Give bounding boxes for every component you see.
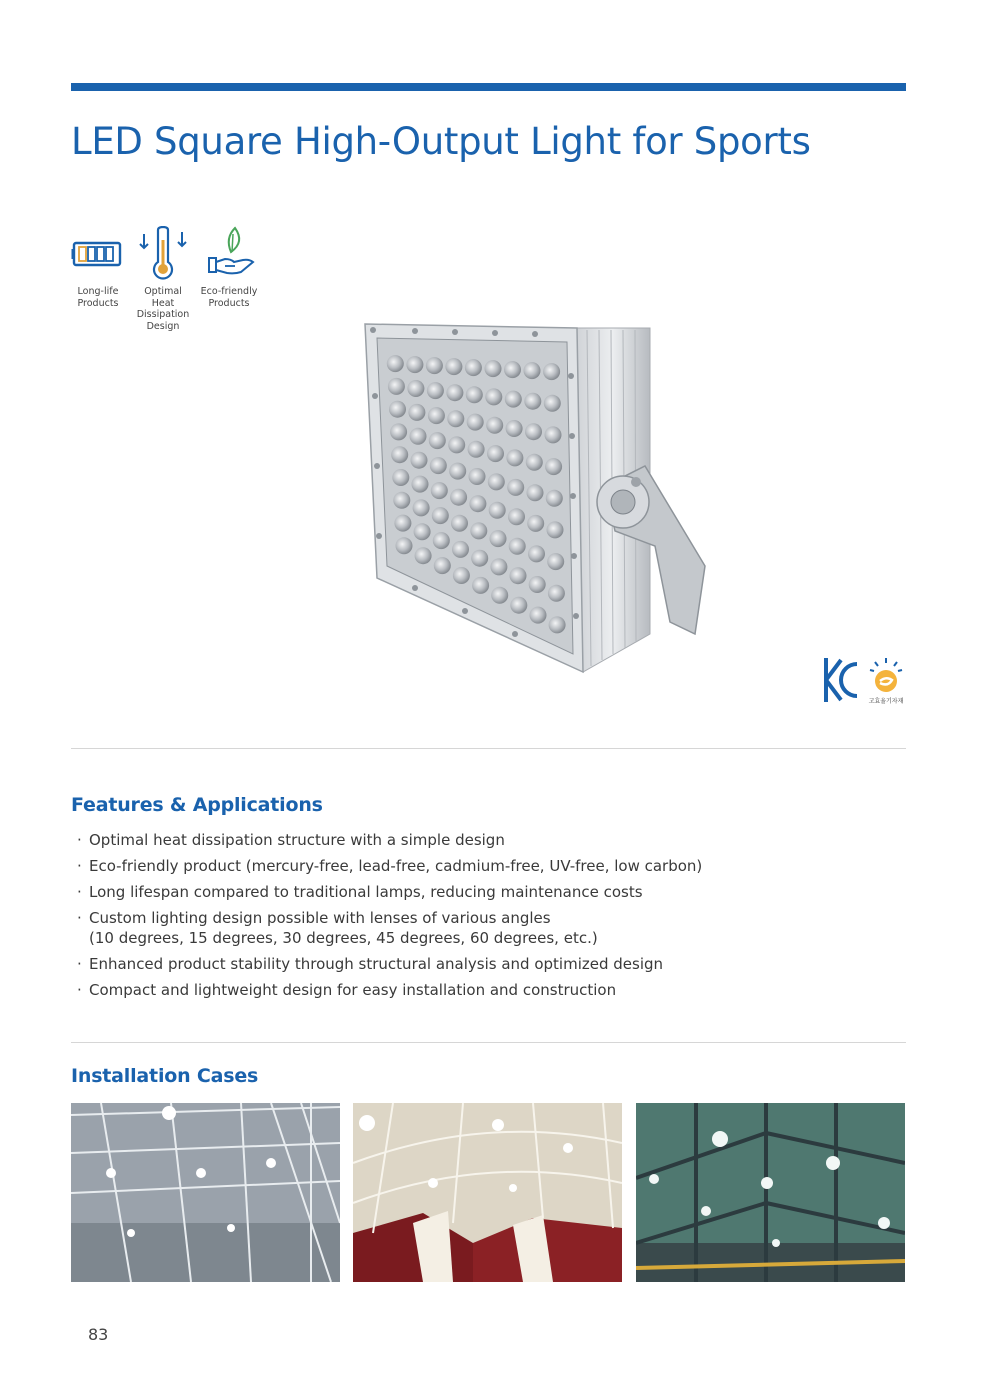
led-lens bbox=[544, 395, 561, 412]
led-lens bbox=[433, 532, 450, 549]
led-lens bbox=[426, 357, 443, 374]
list-item-text: Eco-friendly product (mercury-free, lead-free, cadmium-free, UV-free, low carbon) bbox=[89, 857, 703, 875]
label-line: Eco-friendly bbox=[200, 286, 258, 297]
led-lens bbox=[524, 362, 541, 379]
efficiency-mark bbox=[864, 656, 908, 705]
led-lens bbox=[427, 382, 444, 399]
page-number: 83 bbox=[88, 1325, 109, 1344]
led-lens bbox=[396, 537, 413, 554]
led-lens bbox=[490, 530, 507, 547]
led-lens bbox=[510, 597, 527, 614]
divider bbox=[71, 1042, 906, 1043]
led-lens bbox=[543, 363, 560, 380]
list-item bbox=[71, 882, 871, 902]
feature-label-long-life bbox=[66, 286, 130, 309]
label-line: Long-life bbox=[77, 286, 119, 297]
led-lens bbox=[429, 432, 446, 449]
led-lens bbox=[545, 426, 562, 443]
led-lens bbox=[546, 490, 563, 507]
label-line: Products bbox=[77, 297, 119, 309]
led-lens bbox=[506, 420, 523, 437]
bullet: · bbox=[77, 857, 82, 875]
led-lens bbox=[487, 445, 504, 462]
led-lens bbox=[508, 508, 525, 525]
led-lens bbox=[527, 484, 544, 501]
bullet: · bbox=[77, 909, 82, 927]
led-lens bbox=[410, 428, 427, 445]
led-lens bbox=[407, 380, 424, 397]
led-lens bbox=[485, 388, 502, 405]
led-lens bbox=[472, 577, 489, 594]
led-lens bbox=[468, 441, 485, 458]
led-lens bbox=[528, 545, 545, 562]
bullet: · bbox=[77, 955, 82, 973]
kc-text: KC bbox=[841, 684, 843, 685]
led-lens bbox=[530, 607, 547, 624]
list-item bbox=[71, 830, 871, 850]
led-lens bbox=[413, 499, 430, 516]
leaf-hand-icon bbox=[201, 226, 257, 282]
led-lens bbox=[504, 361, 521, 378]
led-lens bbox=[428, 407, 445, 424]
led-lens bbox=[447, 410, 464, 427]
features-section-title: Features & Applications bbox=[71, 794, 323, 816]
led-lens bbox=[526, 454, 543, 471]
installation-photo-3 bbox=[636, 1103, 905, 1282]
led-lens bbox=[525, 423, 542, 440]
led-lens bbox=[432, 507, 449, 524]
led-lens bbox=[394, 515, 411, 532]
bullet: · bbox=[77, 883, 82, 901]
led-lens bbox=[509, 538, 526, 555]
installation-photo-2 bbox=[353, 1103, 622, 1282]
kc-mark-icon bbox=[823, 656, 859, 704]
led-lens bbox=[392, 469, 409, 486]
list-item-text: Enhanced product stability through structural analysis and optimized design bbox=[89, 955, 664, 973]
led-lens bbox=[471, 550, 488, 567]
led-lens bbox=[524, 393, 541, 410]
list-item-text: Compact and lightweight design for easy installation and construction bbox=[89, 981, 617, 999]
led-lens bbox=[489, 502, 506, 519]
led-lens bbox=[389, 401, 406, 418]
led-lens bbox=[547, 521, 564, 538]
led-lens bbox=[470, 522, 487, 539]
page-title: LED Square High-Output Light for Sports bbox=[71, 120, 811, 163]
led-lens bbox=[453, 567, 470, 584]
led-lens bbox=[412, 476, 429, 493]
led-lens bbox=[490, 558, 507, 575]
list-item-text: Custom lighting design possible with lenses of various angles bbox=[89, 909, 551, 927]
led-lens bbox=[491, 587, 508, 604]
led-lens bbox=[510, 567, 527, 584]
feature-icons bbox=[71, 226, 271, 336]
led-floodlight-product-image bbox=[355, 316, 715, 676]
led-lens bbox=[406, 356, 423, 373]
feature-eco-friendly bbox=[197, 226, 261, 309]
label-line: Products bbox=[208, 297, 250, 309]
led-lens bbox=[391, 446, 408, 463]
thermometer-icon bbox=[135, 226, 191, 282]
bullet: · bbox=[77, 831, 82, 849]
led-lens bbox=[549, 616, 566, 633]
led-lens bbox=[547, 553, 564, 570]
led-lens bbox=[506, 449, 523, 466]
bullet: · bbox=[77, 981, 82, 999]
feature-label-heat bbox=[131, 286, 195, 332]
features-list bbox=[71, 830, 871, 1006]
list-item bbox=[71, 980, 871, 1000]
list-item-text: Optimal heat dissipation structure with a simple design bbox=[89, 831, 505, 849]
efficiency-caption: 고효율기자재 bbox=[868, 698, 904, 705]
led-lens bbox=[408, 404, 425, 421]
battery-icon bbox=[70, 226, 126, 282]
led-lens bbox=[505, 391, 522, 408]
list-item-text: Long lifespan compared to traditional lamps, reducing maintenance costs bbox=[89, 883, 643, 901]
high-efficiency-icon bbox=[866, 656, 906, 694]
led-lens bbox=[488, 473, 505, 490]
list-item bbox=[71, 856, 871, 876]
led-lens bbox=[414, 523, 431, 540]
led-lens bbox=[451, 515, 468, 532]
led-lens bbox=[393, 492, 410, 509]
label-line: Design bbox=[146, 320, 180, 332]
led-lens bbox=[445, 358, 462, 375]
led-lens bbox=[529, 576, 546, 593]
feature-long-life bbox=[66, 226, 130, 309]
led-lens bbox=[431, 482, 448, 499]
led-lens bbox=[450, 489, 467, 506]
led-lens bbox=[387, 355, 404, 372]
led-lens bbox=[545, 458, 562, 475]
led-lens bbox=[449, 463, 466, 480]
label-line: Dissipation bbox=[136, 309, 190, 320]
led-lens bbox=[411, 452, 428, 469]
installation-section-title: Installation Cases bbox=[71, 1065, 259, 1087]
led-lens bbox=[466, 386, 483, 403]
led-lens bbox=[452, 541, 469, 558]
installation-photo-1 bbox=[71, 1103, 340, 1282]
label-line: Heat bbox=[151, 297, 175, 309]
led-lens bbox=[527, 515, 544, 532]
led-lens bbox=[465, 359, 482, 376]
led-lens bbox=[415, 547, 432, 564]
led-lens bbox=[467, 414, 484, 431]
list-item-subtext: (10 degrees, 15 degrees, 30 degrees, 45 degrees, 60 degrees, etc.) bbox=[89, 929, 598, 947]
led-lens bbox=[446, 384, 463, 401]
led-lens bbox=[434, 557, 451, 574]
led-lens bbox=[548, 585, 565, 602]
divider bbox=[71, 748, 906, 749]
led-lens bbox=[390, 423, 407, 440]
list-item bbox=[71, 954, 871, 974]
top-accent-bar bbox=[71, 83, 906, 91]
led-lens bbox=[469, 495, 486, 512]
led-lens bbox=[448, 436, 465, 453]
list-item bbox=[71, 908, 871, 948]
led-lens bbox=[430, 457, 447, 474]
feature-heat-dissipation bbox=[131, 226, 195, 332]
led-lens bbox=[469, 468, 486, 485]
led-lens bbox=[507, 479, 524, 496]
feature-label-eco bbox=[197, 286, 261, 309]
led-lens bbox=[486, 417, 503, 434]
led-lens bbox=[388, 378, 405, 395]
led-lens bbox=[485, 360, 502, 377]
label-line: Optimal bbox=[144, 286, 182, 297]
